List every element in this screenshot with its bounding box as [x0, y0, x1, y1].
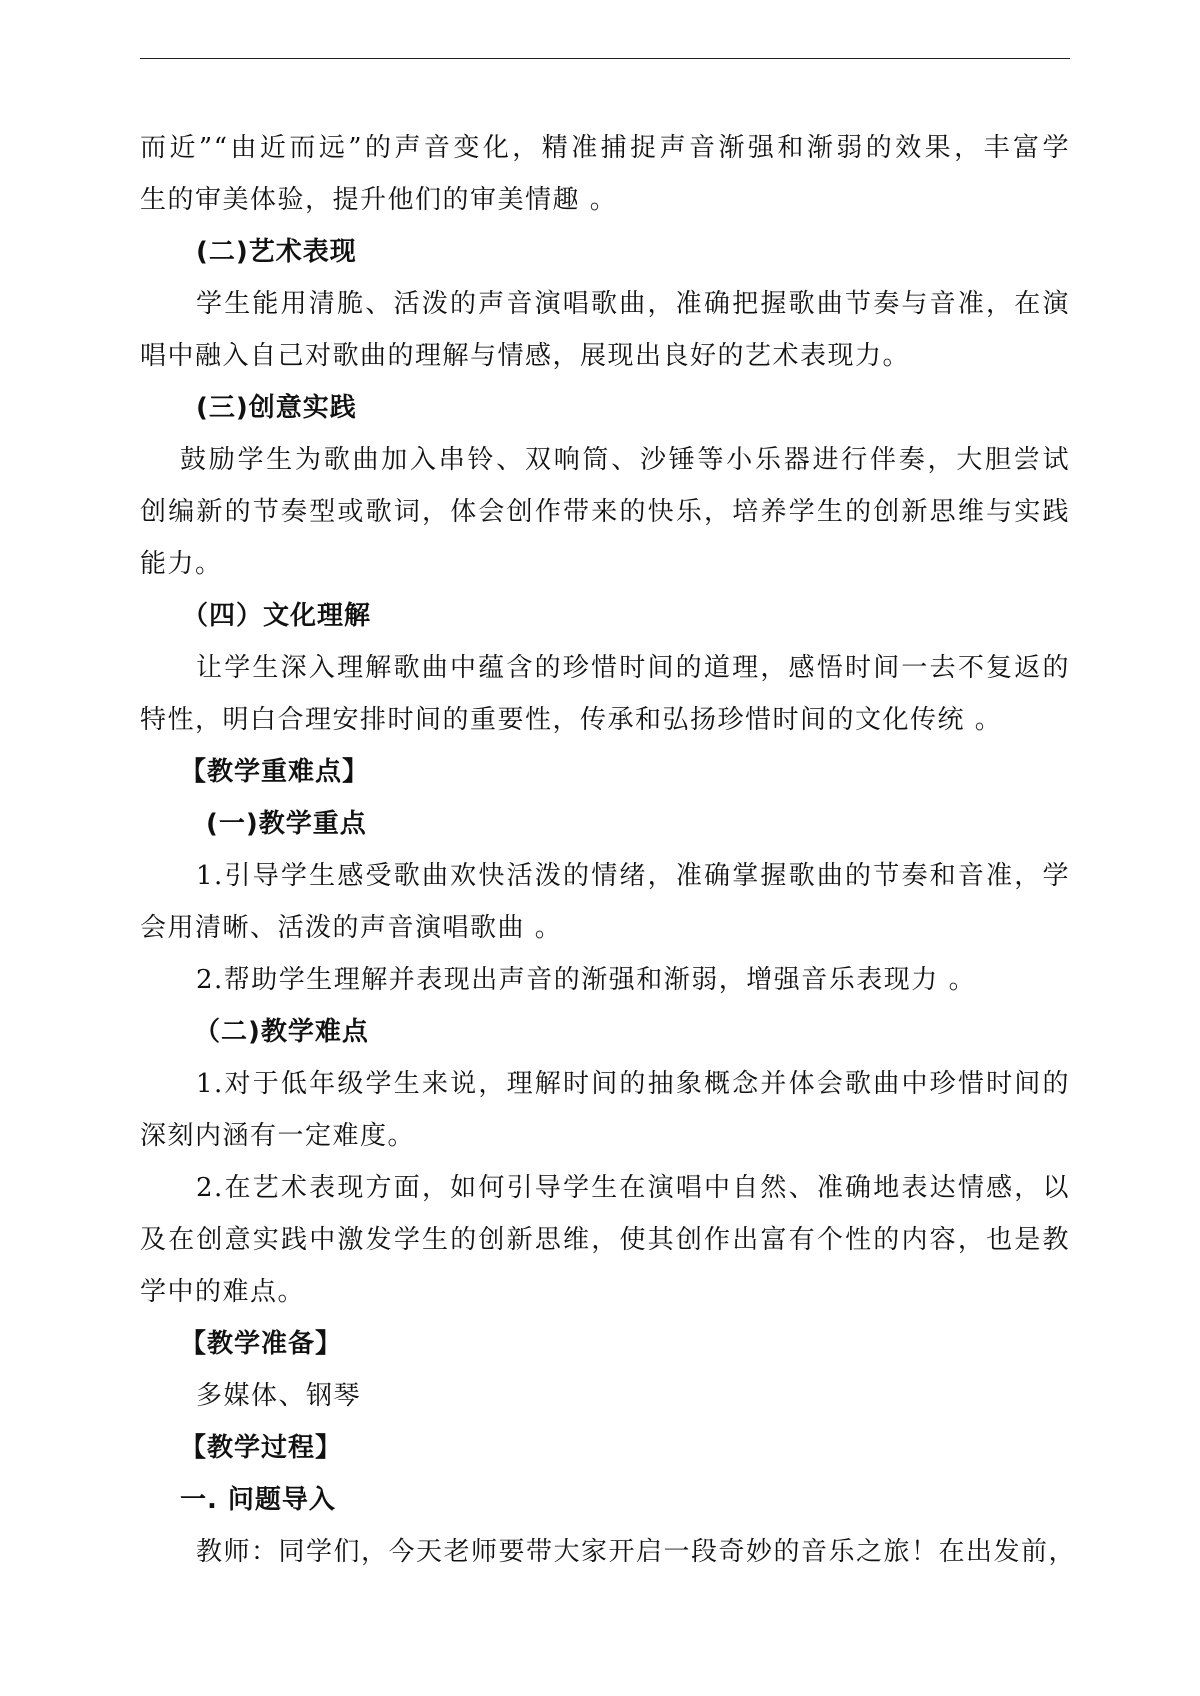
paragraph-line: 而近”“由近而远”的声音变化，精准捕捉声音渐强和渐弱的效果，丰富学: [140, 133, 1070, 163]
paragraph-line: 2.在艺术表现方面，如何引导学生在演唱中自然、准确地表达情感，以: [196, 1173, 1070, 1203]
paragraph-line: 会用清晰、活泼的声音演唱歌曲 。: [140, 913, 563, 943]
paragraph-line: 1.引导学生感受歌曲欢快活泼的情绪，准确掌握歌曲的节奏和音准，学: [196, 861, 1070, 891]
paragraph-line: 特性，明白合理安排时间的重要性，传承和弘扬珍惜时间的文化传统 。: [140, 705, 1003, 735]
document-body: [140, 122, 1077, 1578]
section-heading: (二)艺术表现: [196, 237, 357, 267]
paragraph-line: 深刻内涵有一定难度。: [140, 1121, 416, 1151]
paragraph-line: 创编新的节奏型或歌词，体会创作带来的快乐，培养学生的创新思维与实践: [140, 497, 1070, 527]
subsection-heading: （二)教学难点: [194, 1017, 369, 1047]
paragraph-line: 1.对于低年级学生来说，理解时间的抽象概念并体会歌曲中珍惜时间的: [196, 1069, 1070, 1099]
paragraph-line: 2.帮助学生理解并表现出声音的渐强和渐弱，增强音乐表现力 。: [196, 965, 977, 995]
section-heading: 【教学过程】: [180, 1433, 343, 1463]
paragraph-line: 唱中融入自己对歌曲的理解与情感，展现出良好的艺术表现力。: [140, 341, 911, 371]
section-heading: 【教学准备】: [180, 1329, 343, 1359]
subsection-heading: (一)教学重点: [206, 809, 367, 839]
paragraph-line: 能力。: [140, 549, 223, 579]
paragraph-line: 学中的难点。: [140, 1277, 306, 1307]
header-rule: [140, 58, 1070, 59]
paragraph-line: 多媒体、钢琴: [196, 1381, 362, 1411]
section-heading: 一. 问题导入: [180, 1485, 336, 1515]
paragraph-line: 让学生深入理解歌曲中蕴含的珍惜时间的道理，感悟时间一去不复返的: [196, 653, 1070, 683]
paragraph-line: 教师：同学们，今天老师要带大家开启一段奇妙的音乐之旅！在出发前，: [196, 1537, 1077, 1567]
paragraph-line: 及在创意实践中激发学生的创新思维，使其创作出富有个性的内容，也是教: [140, 1225, 1070, 1255]
paragraph-line: 鼓励学生为歌曲加入串铃、双响筒、沙锤等小乐器进行伴奏，大胆尝试: [180, 445, 1070, 475]
section-heading: 【教学重难点】: [180, 757, 370, 787]
paragraph-line: 学生能用清脆、活泼的声音演唱歌曲，准确把握歌曲节奏与音准，在演: [196, 289, 1070, 319]
paragraph-line: 生的审美体验，提升他们的审美情趣 。: [140, 185, 618, 215]
section-heading: （四）文化理解: [182, 601, 372, 631]
section-heading: (三)创意实践: [196, 393, 357, 423]
